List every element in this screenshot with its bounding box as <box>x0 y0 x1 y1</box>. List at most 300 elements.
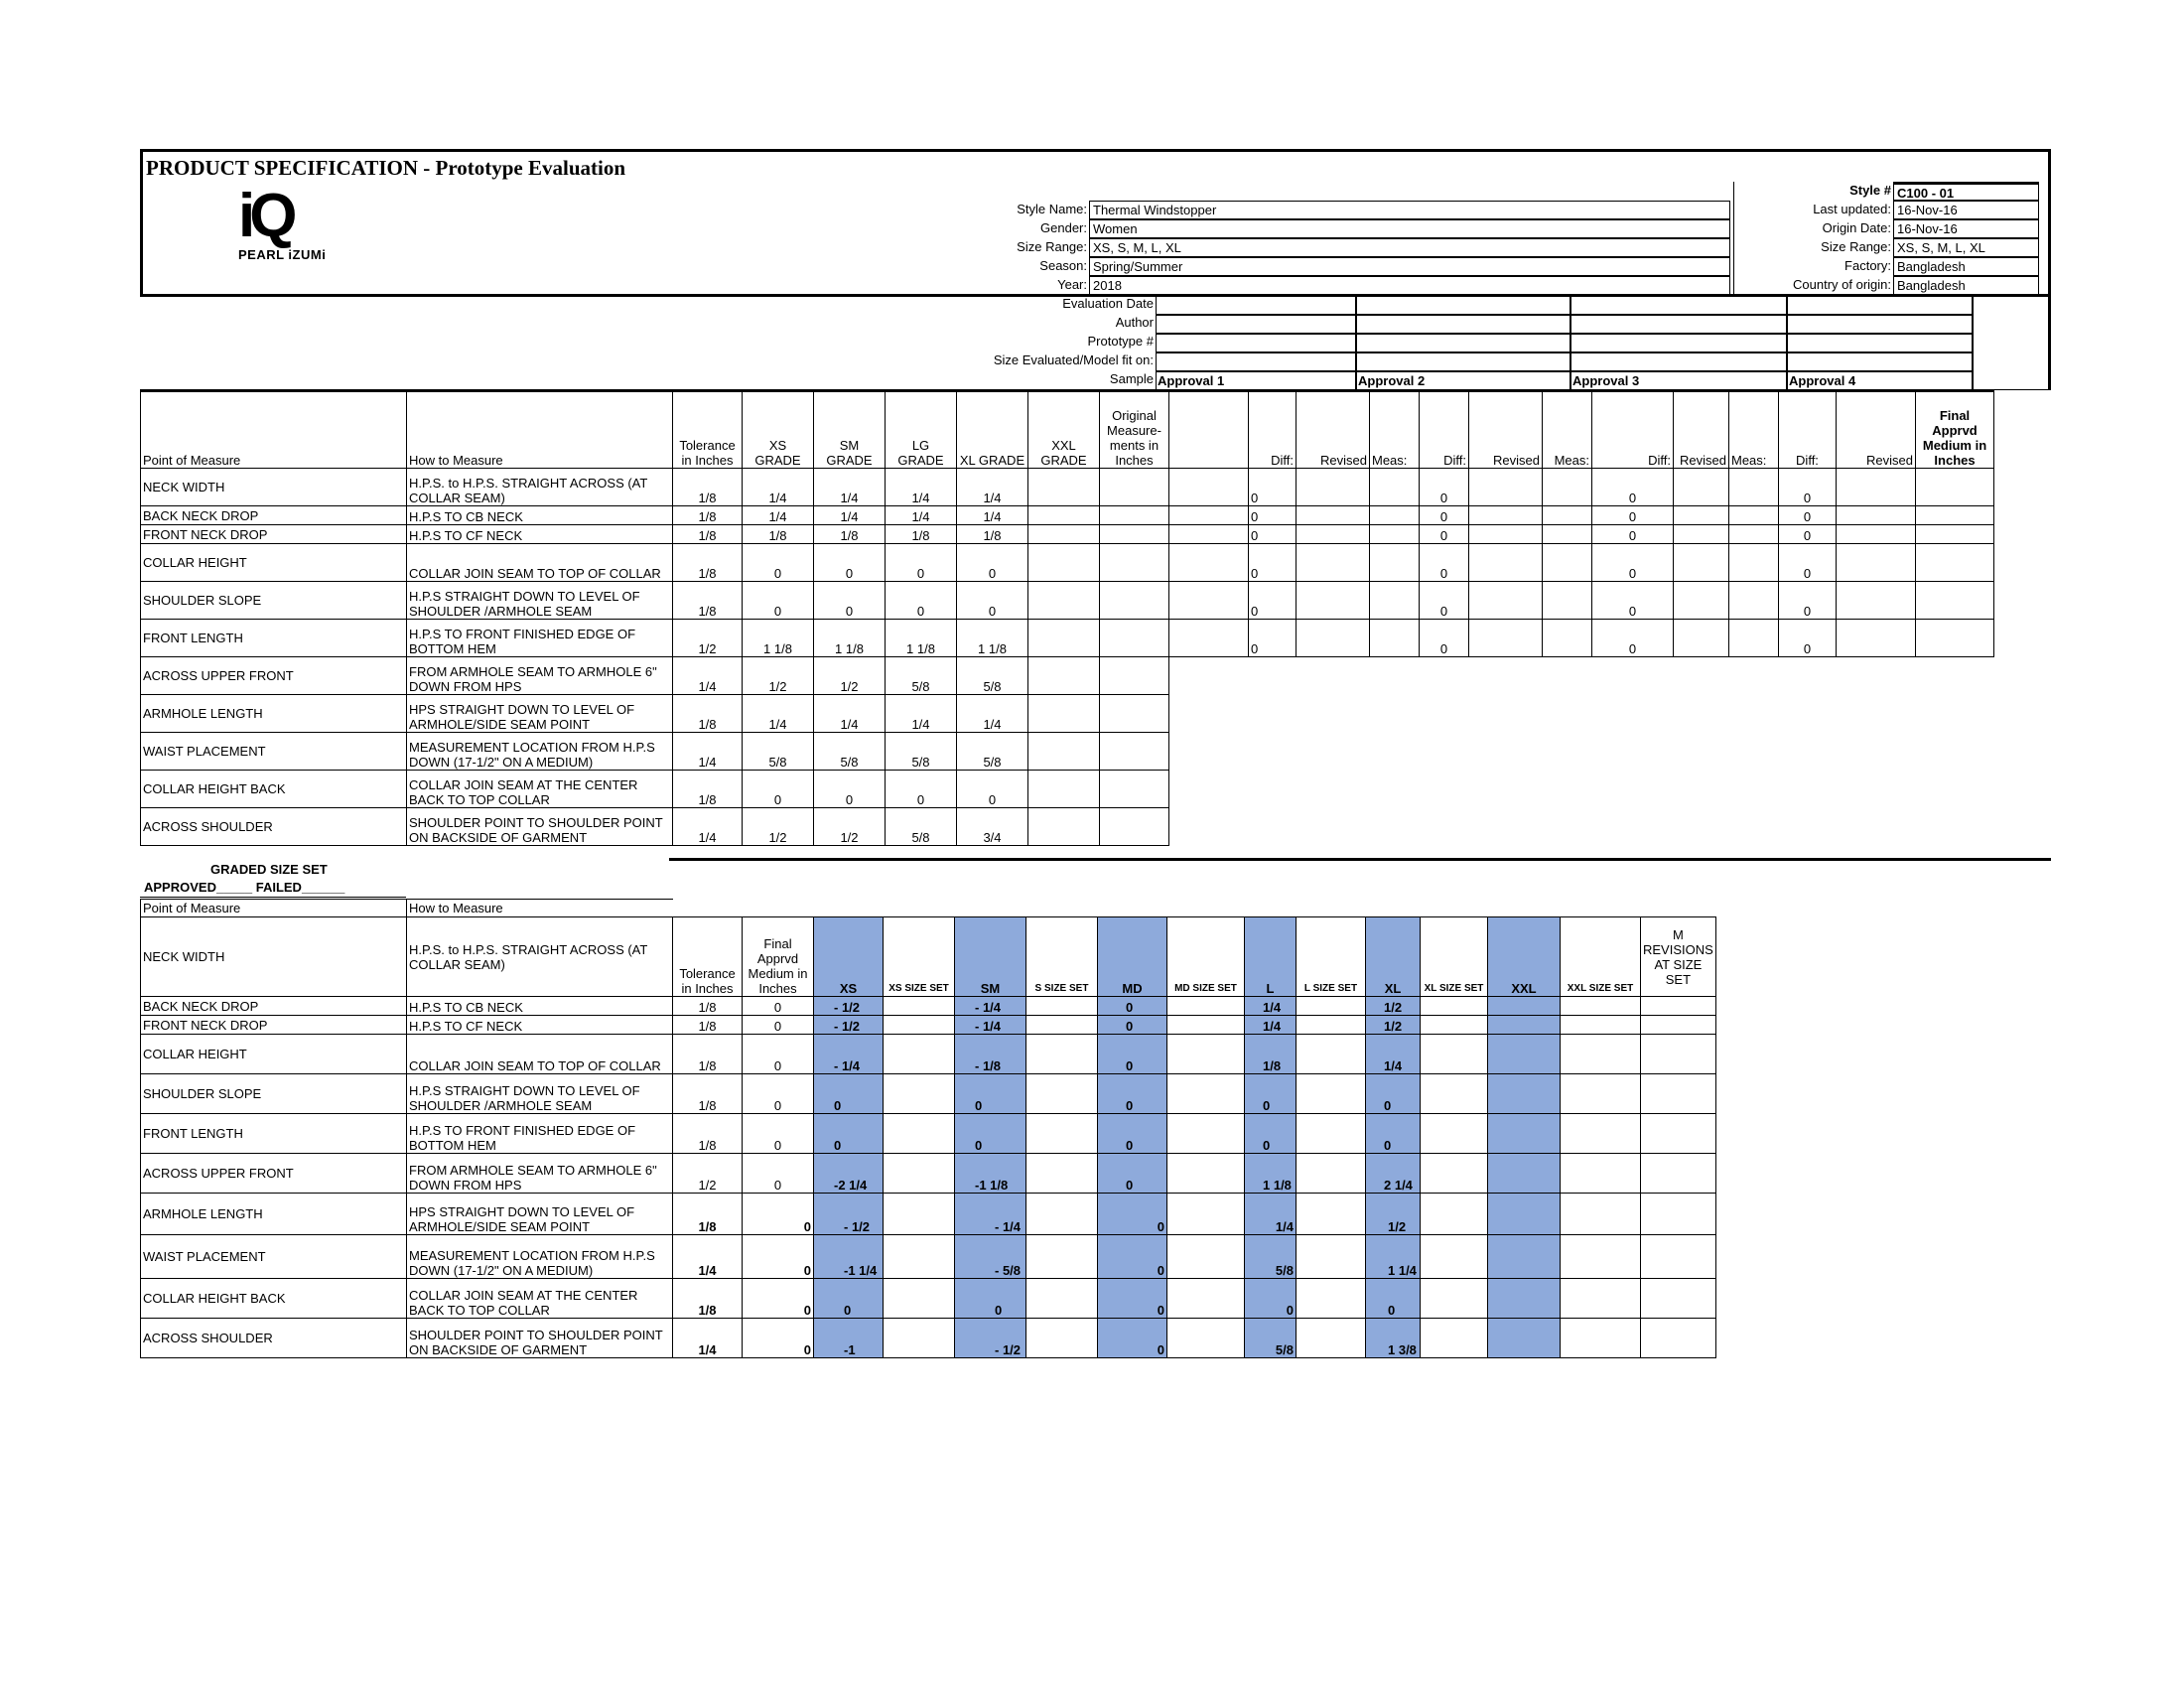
graded-blank[interactable] <box>1641 1016 1716 1035</box>
graded-blank[interactable] <box>1167 1194 1245 1235</box>
graded-sm: -1 1/8 <box>955 1154 1026 1194</box>
point-of-measure: BACK NECK DROP <box>141 997 407 1016</box>
graded-spacer <box>673 900 1716 917</box>
lg-grade: 5/8 <box>886 808 957 846</box>
eval-cell[interactable] <box>1156 352 1356 371</box>
eval-cell[interactable] <box>1570 296 1787 315</box>
graded-blank[interactable] <box>1488 1074 1561 1114</box>
approval-label: Approval 4 <box>1789 373 1856 388</box>
spec-row <box>141 771 1994 808</box>
revised-cell <box>1837 506 1916 525</box>
how-to-measure: H.P.S TO FRONT FINISHED EDGE OF BOTTOM HEM <box>407 620 673 657</box>
xl-grade: 1/4 <box>957 469 1028 506</box>
diff-value: 0 <box>1420 469 1469 506</box>
graded-blank[interactable] <box>1488 1154 1561 1194</box>
graded-md: 0 <box>1098 997 1167 1016</box>
original-measurement <box>1100 525 1169 544</box>
spec-header-cell: Revised <box>1837 391 1916 469</box>
style-value: Spring/Summer <box>1089 257 1730 276</box>
how-to-measure: SHOULDER POINT TO SHOULDER POINT ON BACKSIDE OF GARMENT <box>407 1319 673 1358</box>
graded-md: 0 <box>1098 1035 1167 1074</box>
graded-divider <box>669 858 2051 861</box>
graded-xs: - 1/2 <box>814 997 884 1016</box>
eval-cell[interactable] <box>1787 334 1973 352</box>
meas-cell <box>1169 525 1249 544</box>
diff-value: 0 <box>1592 506 1674 525</box>
graded-md: 0 <box>1098 1319 1167 1358</box>
graded-header-cell: MD <box>1098 917 1167 997</box>
graded-header-cell: MD SIZE SET <box>1167 917 1245 997</box>
eval-cell[interactable] <box>1787 296 1973 315</box>
how-to-measure: H.P.S. to H.P.S. STRAIGHT ACROSS (AT COLLAR SEAM) <box>407 469 673 506</box>
graded-md: 0 <box>1098 1235 1167 1279</box>
graded-l: 1/4 <box>1245 997 1297 1016</box>
graded-blank[interactable] <box>1641 1319 1716 1358</box>
graded-blank[interactable] <box>1167 1114 1245 1154</box>
revised-cell <box>1674 582 1729 620</box>
sm-grade: 1/4 <box>814 469 886 506</box>
graded-blank[interactable] <box>1488 1194 1561 1235</box>
graded-blank[interactable] <box>1297 1235 1366 1279</box>
graded-sm: - 1/4 <box>955 1016 1026 1035</box>
spec-header-cell: Meas: <box>1543 391 1592 469</box>
graded-blank[interactable] <box>1488 1016 1561 1035</box>
revised-cell <box>1469 506 1543 525</box>
graded-blank[interactable] <box>884 1279 955 1319</box>
diff-value: 0 <box>1420 506 1469 525</box>
point-of-measure: COLLAR HEIGHT BACK <box>141 771 407 808</box>
graded-header-cell: XXL SIZE SET <box>1561 917 1641 997</box>
page-title: PRODUCT SPECIFICATION - Prototype Evaluation <box>146 156 626 180</box>
point-of-measure: ACROSS UPPER FRONT <box>141 1154 407 1194</box>
xs-grade: 1/2 <box>743 657 814 695</box>
graded-blank[interactable] <box>1421 1074 1488 1114</box>
how-to-measure: COLLAR JOIN SEAM TO TOP OF COLLAR <box>407 544 673 582</box>
how-to-measure: HPS STRAIGHT DOWN TO LEVEL OF ARMHOLE/SIDE SEAM POINT <box>407 695 673 733</box>
sm-grade: 1 1/8 <box>814 620 886 657</box>
graded-blank[interactable] <box>884 1194 955 1235</box>
point-of-measure: BACK NECK DROP <box>141 506 407 525</box>
graded-sm: - 1/4 <box>955 997 1026 1016</box>
diff-value: 0 <box>1592 525 1674 544</box>
graded-blank[interactable] <box>1297 1035 1366 1074</box>
graded-blank[interactable] <box>1561 1194 1641 1235</box>
graded-blank[interactable] <box>1421 1114 1488 1154</box>
spec-header-cell: Meas: <box>1370 391 1420 469</box>
graded-blank[interactable] <box>1026 1114 1098 1154</box>
graded-blank[interactable] <box>1488 1319 1561 1358</box>
graded-blank[interactable] <box>1488 1035 1561 1074</box>
graded-xl: 1/2 <box>1366 997 1421 1016</box>
graded-blank[interactable] <box>1297 997 1366 1016</box>
meas-cell <box>1729 544 1779 582</box>
diff-value: 0 <box>1592 620 1674 657</box>
eval-cell[interactable] <box>1156 334 1356 352</box>
sm-grade: 5/8 <box>814 733 886 771</box>
style-right-value: Bangladesh <box>1893 276 2039 295</box>
graded-l: 0 <box>1245 1074 1297 1114</box>
graded-xs: 0 <box>814 1279 884 1319</box>
xs-grade: 1/4 <box>743 506 814 525</box>
sm-grade: 0 <box>814 582 886 620</box>
graded-md: 0 <box>1098 1194 1167 1235</box>
style-right-value: XS, S, M, L, XL <box>1893 238 2039 257</box>
graded-row <box>141 1016 1716 1035</box>
graded-blank[interactable] <box>1421 1279 1488 1319</box>
xxl-grade <box>1028 657 1100 695</box>
spec-row <box>141 525 1994 544</box>
graded-tol: 1/8 <box>673 1114 743 1154</box>
blank-area <box>1169 695 1994 733</box>
eval-final-cell <box>1973 296 2051 390</box>
graded-blank[interactable] <box>1026 1016 1098 1035</box>
graded-blank[interactable] <box>1297 1279 1366 1319</box>
graded-final: 0 <box>743 1074 814 1114</box>
graded-row <box>141 1319 1716 1358</box>
logo-mark: iQ <box>238 182 292 250</box>
graded-header-cell: S SIZE SET <box>1026 917 1098 997</box>
xxl-grade <box>1028 525 1100 544</box>
graded-tol: 1/8 <box>673 1279 743 1319</box>
how-to-measure: H.P.S TO CB NECK <box>407 997 673 1016</box>
point-of-measure: SHOULDER SLOPE <box>141 1074 407 1114</box>
eval-cell[interactable] <box>1570 334 1787 352</box>
tolerance: 1/8 <box>673 525 743 544</box>
spec-row <box>141 620 1994 657</box>
xxl-grade <box>1028 733 1100 771</box>
diff-value: 0 <box>1592 469 1674 506</box>
meas-cell <box>1729 525 1779 544</box>
lg-grade: 1/4 <box>886 695 957 733</box>
point-of-measure: COLLAR HEIGHT <box>141 1035 407 1074</box>
graded-blank[interactable] <box>1561 1279 1641 1319</box>
graded-l: 5/8 <box>1245 1235 1297 1279</box>
graded-blank[interactable] <box>884 1154 955 1194</box>
style-right-value: Bangladesh <box>1893 257 2039 276</box>
how-to-measure: H.P.S STRAIGHT DOWN TO LEVEL OF SHOULDER /ARMHOLE SEAM <box>407 582 673 620</box>
revised-cell <box>1674 525 1729 544</box>
graded-final: 0 <box>743 1235 814 1279</box>
eval-cell[interactable] <box>1570 352 1787 371</box>
graded-blank[interactable] <box>884 1074 955 1114</box>
graded-blank[interactable] <box>1421 1235 1488 1279</box>
graded-blank[interactable] <box>1421 1194 1488 1235</box>
graded-blank[interactable] <box>1561 1035 1641 1074</box>
graded-blank[interactable] <box>1297 1114 1366 1154</box>
revised-cell <box>1469 525 1543 544</box>
lg-grade: 0 <box>886 582 957 620</box>
graded-blank[interactable] <box>884 997 955 1016</box>
revised-cell <box>1837 525 1916 544</box>
xxl-grade <box>1028 620 1100 657</box>
lg-grade: 1 1/8 <box>886 620 957 657</box>
graded-tol: 1/4 <box>673 1235 743 1279</box>
how-to-measure: H.P.S TO CF NECK <box>407 1016 673 1035</box>
eval-cell[interactable] <box>1356 352 1570 371</box>
how-to-measure: COLLAR JOIN SEAM TO TOP OF COLLAR <box>407 1035 673 1074</box>
graded-blank[interactable] <box>1297 1154 1366 1194</box>
graded-tol: 1/8 <box>673 1194 743 1235</box>
xs-grade: 0 <box>743 771 814 808</box>
xxl-grade <box>1028 771 1100 808</box>
xl-grade: 5/8 <box>957 657 1028 695</box>
eval-cell[interactable] <box>1787 315 1973 334</box>
xxl-grade <box>1028 506 1100 525</box>
graded-blank[interactable] <box>1167 1074 1245 1114</box>
diff-value: 0 <box>1249 506 1297 525</box>
style-value: Women <box>1089 219 1730 238</box>
graded-blank[interactable] <box>1641 1235 1716 1279</box>
lg-grade: 5/8 <box>886 733 957 771</box>
graded-blank[interactable] <box>1167 1235 1245 1279</box>
style-label: Year: <box>1057 277 1087 292</box>
graded-header-cell: L <box>1245 917 1297 997</box>
graded-blank[interactable] <box>1167 1319 1245 1358</box>
point-of-measure: WAIST PLACEMENT <box>141 1235 407 1279</box>
diff-value: 0 <box>1420 544 1469 582</box>
graded-row <box>141 1114 1716 1154</box>
style-right-value: 16-Nov-16 <box>1893 219 2039 238</box>
spec-header-cell: Diff: <box>1249 391 1297 469</box>
graded-blank[interactable] <box>884 1319 955 1358</box>
graded-tol: 1/8 <box>673 1074 743 1114</box>
spec-row <box>141 544 1994 582</box>
meas-cell <box>1169 469 1249 506</box>
graded-blank[interactable] <box>1641 1074 1716 1114</box>
eval-cell[interactable] <box>1156 315 1356 334</box>
revised-cell <box>1837 469 1916 506</box>
spec-header-cell: XL GRADE <box>957 391 1028 469</box>
graded-blank[interactable] <box>1297 1074 1366 1114</box>
xl-grade: 1/4 <box>957 695 1028 733</box>
graded-blank[interactable] <box>1026 1279 1098 1319</box>
graded-blank[interactable] <box>1561 1016 1641 1035</box>
xs-grade: 1/4 <box>743 469 814 506</box>
blank-area <box>1169 771 1994 808</box>
graded-md: 0 <box>1098 1279 1167 1319</box>
graded-blank[interactable] <box>1026 1154 1098 1194</box>
graded-blank[interactable] <box>1421 1154 1488 1194</box>
how-to-measure: FROM ARMHOLE SEAM TO ARMHOLE 6" DOWN FROM HPS <box>407 1154 673 1194</box>
approval-label: Approval 3 <box>1572 373 1640 388</box>
xxl-grade <box>1028 469 1100 506</box>
diff-value: 0 <box>1779 506 1837 525</box>
xs-grade: 5/8 <box>743 733 814 771</box>
spec-header-cell: Diff: <box>1420 391 1469 469</box>
graded-blank[interactable] <box>1026 997 1098 1016</box>
style-right-label: Style # <box>1849 183 1891 198</box>
eval-cell[interactable] <box>1156 296 1356 315</box>
graded-xs: -1 <box>814 1319 884 1358</box>
revised-cell <box>1297 525 1370 544</box>
graded-blank[interactable] <box>1561 1154 1641 1194</box>
spec-header-cell: SM GRADE <box>814 391 886 469</box>
spec-header-cell: Final Apprvd Medium in Inches <box>1916 391 1994 469</box>
approval-label: Approval 1 <box>1158 373 1225 388</box>
xs-grade: 0 <box>743 582 814 620</box>
graded-blank[interactable] <box>1641 997 1716 1016</box>
graded-blank[interactable] <box>1167 1016 1245 1035</box>
xs-grade: 1/4 <box>743 695 814 733</box>
xs-grade: 1 1/8 <box>743 620 814 657</box>
graded-blank[interactable] <box>1488 997 1561 1016</box>
diff-value: 0 <box>1420 620 1469 657</box>
original-measurement <box>1100 544 1169 582</box>
graded-xs: 0 <box>814 1114 884 1154</box>
graded-blank[interactable] <box>1561 1074 1641 1114</box>
graded-blank[interactable] <box>1421 1319 1488 1358</box>
graded-blank[interactable] <box>1561 1319 1641 1358</box>
graded-blank[interactable] <box>1421 997 1488 1016</box>
graded-header-cell: SM <box>955 917 1026 997</box>
xl-grade: 5/8 <box>957 733 1028 771</box>
graded-blank[interactable] <box>1026 1035 1098 1074</box>
style-value: 2018 <box>1089 276 1730 295</box>
tolerance: 1/8 <box>673 582 743 620</box>
graded-blank[interactable] <box>1488 1114 1561 1154</box>
graded-blank[interactable] <box>1561 997 1641 1016</box>
final-cell <box>1916 525 1994 544</box>
spec-header-cell: Revised <box>1297 391 1370 469</box>
diff-value: 0 <box>1249 469 1297 506</box>
final-cell <box>1916 544 1994 582</box>
style-right-label: Origin Date: <box>1822 220 1891 235</box>
diff-value: 0 <box>1592 582 1674 620</box>
eval-cell[interactable] <box>1570 315 1787 334</box>
graded-xs: -2 1/4 <box>814 1154 884 1194</box>
graded-blank[interactable] <box>1026 1235 1098 1279</box>
graded-blank[interactable] <box>1167 1035 1245 1074</box>
graded-header-cell: L SIZE SET <box>1297 917 1366 997</box>
eval-cell[interactable] <box>1356 334 1570 352</box>
tolerance: 1/4 <box>673 733 743 771</box>
graded-blank[interactable] <box>1641 1279 1716 1319</box>
diff-value: 0 <box>1249 525 1297 544</box>
graded-blank[interactable] <box>1641 1114 1716 1154</box>
graded-blank[interactable] <box>1421 1016 1488 1035</box>
style-label: Season: <box>1039 258 1087 273</box>
graded-blank[interactable] <box>884 1235 955 1279</box>
spec-header-cell: XS GRADE <box>743 391 814 469</box>
graded-blank[interactable] <box>1297 1016 1366 1035</box>
graded-blank[interactable] <box>1561 1114 1641 1154</box>
final-cell <box>1916 469 1994 506</box>
graded-blank[interactable] <box>1026 1194 1098 1235</box>
revised-cell <box>1674 620 1729 657</box>
graded-row <box>141 1154 1716 1194</box>
graded-tol: 1/4 <box>673 1319 743 1358</box>
graded-tol: 1/2 <box>673 1154 743 1194</box>
tolerance: 1/8 <box>673 771 743 808</box>
diff-value: 0 <box>1779 469 1837 506</box>
approval-label: Approval 2 <box>1358 373 1426 388</box>
xxl-grade <box>1028 695 1100 733</box>
original-measurement <box>1100 733 1169 771</box>
graded-final: 0 <box>743 1016 814 1035</box>
graded-blank[interactable] <box>1488 1235 1561 1279</box>
graded-blank[interactable] <box>884 1114 955 1154</box>
meas-cell <box>1169 506 1249 525</box>
graded-row <box>141 1279 1716 1319</box>
point-of-measure: SHOULDER SLOPE <box>141 582 407 620</box>
xl-grade: 1 1/8 <box>957 620 1028 657</box>
graded-blank[interactable] <box>1297 1319 1366 1358</box>
pearl-izumi-logo <box>238 182 347 280</box>
how-to-measure: H.P.S TO CF NECK <box>407 525 673 544</box>
graded-blank[interactable] <box>1026 1074 1098 1114</box>
graded-blank[interactable] <box>1026 1319 1098 1358</box>
graded-xl: 0 <box>1366 1114 1421 1154</box>
revised-cell <box>1297 582 1370 620</box>
eval-label: Author <box>1115 315 1154 330</box>
style-label: Style Name: <box>1017 202 1087 216</box>
how-to-measure: MEASUREMENT LOCATION FROM H.P.S DOWN (17-1/2" ON A MEDIUM) <box>407 1235 673 1279</box>
graded-sm: 0 <box>955 1279 1026 1319</box>
point-of-measure: COLLAR HEIGHT <box>141 544 407 582</box>
tolerance: 1/8 <box>673 544 743 582</box>
how-to-measure: H.P.S STRAIGHT DOWN TO LEVEL OF SHOULDER /ARMHOLE SEAM <box>407 1074 673 1114</box>
graded-label-row <box>141 900 1716 917</box>
point-of-measure: NECK WIDTH <box>141 917 407 997</box>
style-right-label: Size Range: <box>1821 239 1891 254</box>
graded-blank[interactable] <box>1641 1194 1716 1235</box>
graded-xs: -1 1/4 <box>814 1235 884 1279</box>
graded-blank[interactable] <box>884 1016 955 1035</box>
graded-blank[interactable] <box>1641 1035 1716 1074</box>
sm-grade: 1/2 <box>814 657 886 695</box>
original-measurement <box>1100 695 1169 733</box>
spec-row <box>141 808 1994 846</box>
graded-blank[interactable] <box>1641 1154 1716 1194</box>
diff-value: 0 <box>1249 620 1297 657</box>
spec-header-cell: How to Measure <box>407 391 673 469</box>
eval-cell[interactable] <box>1356 315 1570 334</box>
graded-blank[interactable] <box>1167 1279 1245 1319</box>
graded-header-cell: M REVISIONS AT SIZE SET <box>1641 917 1716 997</box>
xxl-grade <box>1028 582 1100 620</box>
graded-xl: 2 1/4 <box>1366 1154 1421 1194</box>
lg-grade: 5/8 <box>886 657 957 695</box>
graded-row <box>141 1074 1716 1114</box>
sm-grade: 0 <box>814 544 886 582</box>
spec-row <box>141 469 1994 506</box>
graded-blank[interactable] <box>1561 1235 1641 1279</box>
graded-blank[interactable] <box>1167 997 1245 1016</box>
graded-blank[interactable] <box>1488 1279 1561 1319</box>
eval-cell[interactable] <box>1787 352 1973 371</box>
graded-md: 0 <box>1098 1154 1167 1194</box>
lg-grade: 1/8 <box>886 525 957 544</box>
how-to-measure: MEASUREMENT LOCATION FROM H.P.S DOWN (17-1/2" ON A MEDIUM) <box>407 733 673 771</box>
spec-header-cell: Revised <box>1674 391 1729 469</box>
eval-cell[interactable] <box>1356 296 1570 315</box>
sm-grade: 1/4 <box>814 506 886 525</box>
xs-grade: 0 <box>743 544 814 582</box>
graded-blank[interactable] <box>1167 1154 1245 1194</box>
how-to-measure: COLLAR JOIN SEAM AT THE CENTER BACK TO TOP COLLAR <box>407 1279 673 1319</box>
graded-blank[interactable] <box>1297 1194 1366 1235</box>
graded-blank[interactable] <box>1421 1035 1488 1074</box>
graded-blank[interactable] <box>884 1035 955 1074</box>
spec-header-cell <box>1169 391 1249 469</box>
lg-grade: 1/4 <box>886 506 957 525</box>
meas-cell <box>1543 544 1592 582</box>
final-cell <box>1916 506 1994 525</box>
point-of-measure: FRONT NECK DROP <box>141 525 407 544</box>
diff-value: 0 <box>1779 582 1837 620</box>
point-of-measure: ARMHOLE LENGTH <box>141 1194 407 1235</box>
how-to-measure: H.P.S TO CB NECK <box>407 506 673 525</box>
